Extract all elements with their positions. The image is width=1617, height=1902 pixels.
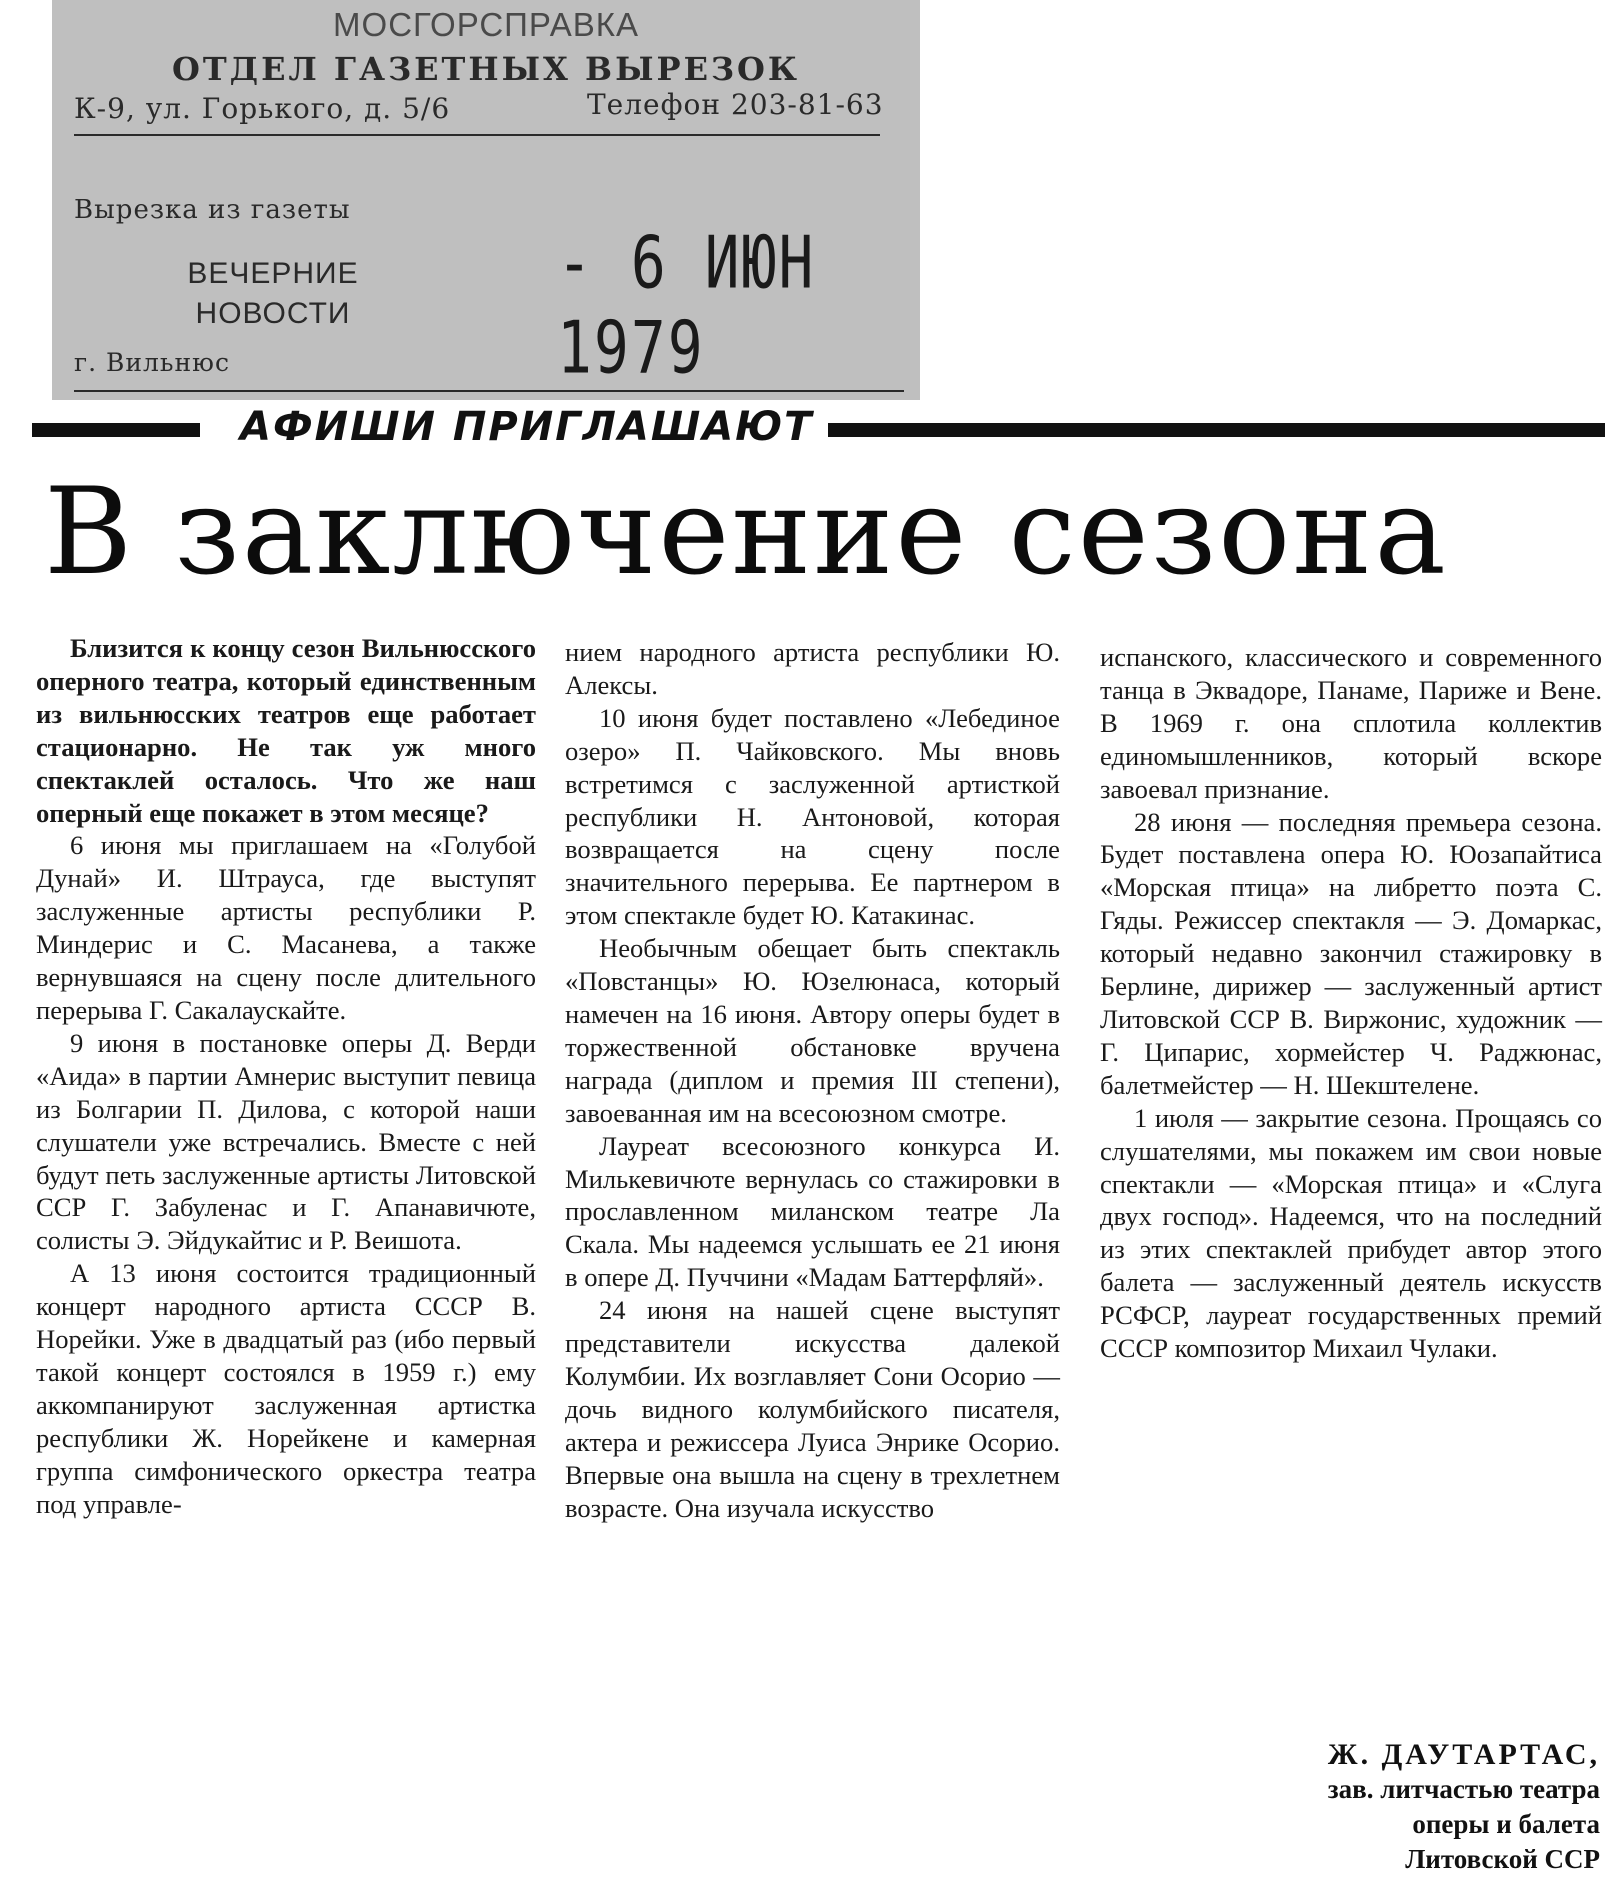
article-paragraph: Лауреат всесоюзного конкурса И. Милькевичюте вернулась со стажировки в прославленном миланском театре Ла Скала. Мы надеемся услышать ее 21 июня в опере Д. Пуччини «Мадам Баттерфляй».: [565, 1130, 1060, 1293]
rubric-rule-left: [32, 423, 200, 437]
agency-address: К-9, ул. Горького, д. 5/6: [74, 92, 451, 125]
article-paragraph: А 13 июня состоится традиционный концерт народного артиста СССР В. Норейки. Уже в двадцатый раз (ибо первый такой концерт состоялся в 1959 г.) ему аккомпанируют заслуженная артистка республики Ж. Норейкене и камерная группа симфонического оркестра театра под управле-: [36, 1258, 536, 1519]
article-paragraph: 10 июня будет поставлено «Лебединое озеро» П. Чайковского. Мы вновь встретимся с заслуженной артисткой республики Н. Антоновой, которая возвращается на сцену после значительного перерыва. Ее партнером в этом спектакле будет Ю. Катакинас.: [565, 702, 1060, 931]
newspaper-name-line2: НОВОСТИ: [195, 297, 351, 330]
article-paragraph: 1 июля — закрытие сезона. Прощаясь со слушателями, мы покажем им свои новые спектакли — «Морская птица» и «Слуга двух господ». Надеемся, что на последний из этих спектаклей прибудет автор этого балета — заслуженный деятель искусств РСФСР, лауреат государственных премий СССР композитор Михаил Чулаки.: [1100, 1102, 1602, 1364]
clipping-service-stamp: [52, 0, 920, 400]
date-stamp: - 6 ИЮН 1979: [557, 220, 816, 390]
author-position: зав. литчастью театра: [1327, 1774, 1600, 1804]
newspaper-name: [148, 254, 398, 334]
article-paragraph: 6 июня мы приглашаем на «Голубой Дунай» И. Штрауса, где выступят заслуженные артисты республики Р. Миндерис и С. Масанева, а также вернувшаяся на сцену после длительного перерыва Г. Сакалаускайте.: [36, 830, 536, 1025]
stamp-divider: [74, 134, 880, 136]
agency-phone: Телефон 203-81-63: [587, 88, 884, 121]
newspaper-name-line1: ВЕЧЕРНИЕ: [187, 257, 359, 290]
article-column-2: [565, 636, 1060, 1524]
agency-name: МОСГОРСПРАВКА: [333, 6, 639, 43]
article-paragraph: 9 июня в постановке оперы Д. Верди «Аида» в партии Амнерис выступит певица из Болгарии П. Дилова, с которой наши слушатели уже встречались. Вместе с ней будут петь заслуженные артисты Литовской ССР Г. Забуленас и Г. Апанавичюте, солисты Э. Эйдукайтис и Р. Веишота.: [36, 1027, 536, 1256]
rubric-title: АФИШИ ПРИГЛАШАЮТ: [240, 404, 814, 450]
article-lead: Близится к концу сезон Вильнюсского оперного театра, который единственным из вильнюсских театров еще работает стационарно. Не так уж много спектаклей осталось. Что же наш оперный еще покажет в этом месяце?: [36, 633, 536, 828]
stamp-bottom-rule: [74, 390, 904, 392]
author-signature: [1190, 1737, 1600, 1877]
clipping-label: Вырезка из газеты: [74, 195, 351, 225]
article-paragraph: 28 июня — последняя премьера сезона. Будет поставлена опера Ю. Юозапайтиса «Морская птица» на либретто поэта С. Гяды. Режиссер спектакля — Э. Домаркас, который недавно закончил стажировку в Берлине, дирижер — заслуженный артист Литовской ССР В. Виржонис, художник — Г. Ципарис, хормейстер Ч. Раджюнас, балетмейстер — Н. Шекштелене.: [1100, 806, 1602, 1100]
department-name: ОТДЕЛ ГАЗЕТНЫХ ВЫРЕЗОК: [171, 50, 801, 88]
newspaper-city: г. Вильнюс: [74, 348, 230, 377]
article-paragraph: испанского, классического и современного танца в Эквадоре, Панаме, Париже и Вене. В 1969 г. она сплотила коллектив единомышленников, который вскоре завоевал признание.: [1100, 642, 1602, 804]
article-column-3: [1100, 641, 1602, 1365]
article-paragraph: 24 июня на нашей сцене выступят представители искусства далекой Колумбии. Их возглавляет Сони Осорио — дочь видного колумбийского писателя, актера и режиссера Луиса Энрике Осорио. Впервые она вышла на сцену в трехлетнем возрасте. Она изучала искусство: [565, 1295, 1060, 1523]
article-headline: В заключение сезона: [44, 463, 1448, 602]
rubric-rule-right: [828, 423, 1605, 437]
article-paragraph: нием народного артиста республики Ю. Алексы.: [565, 637, 1060, 700]
author-position: оперы и балета: [1412, 1809, 1600, 1839]
author-position: Литовской ССР: [1405, 1844, 1600, 1874]
article-paragraph: Необычным обещает быть спектакль «Повстанцы» Ю. Юзелюнаса, который намечен на 16 июня. Автору оперы будет в торжественной обстановке вручена награда (диплом и премия III степени), завоеванная им на всесоюзном смотре.: [565, 933, 1060, 1128]
author-name: Ж. ДАУТАРТАС,: [1327, 1738, 1600, 1771]
article-column-1: [36, 632, 536, 1520]
